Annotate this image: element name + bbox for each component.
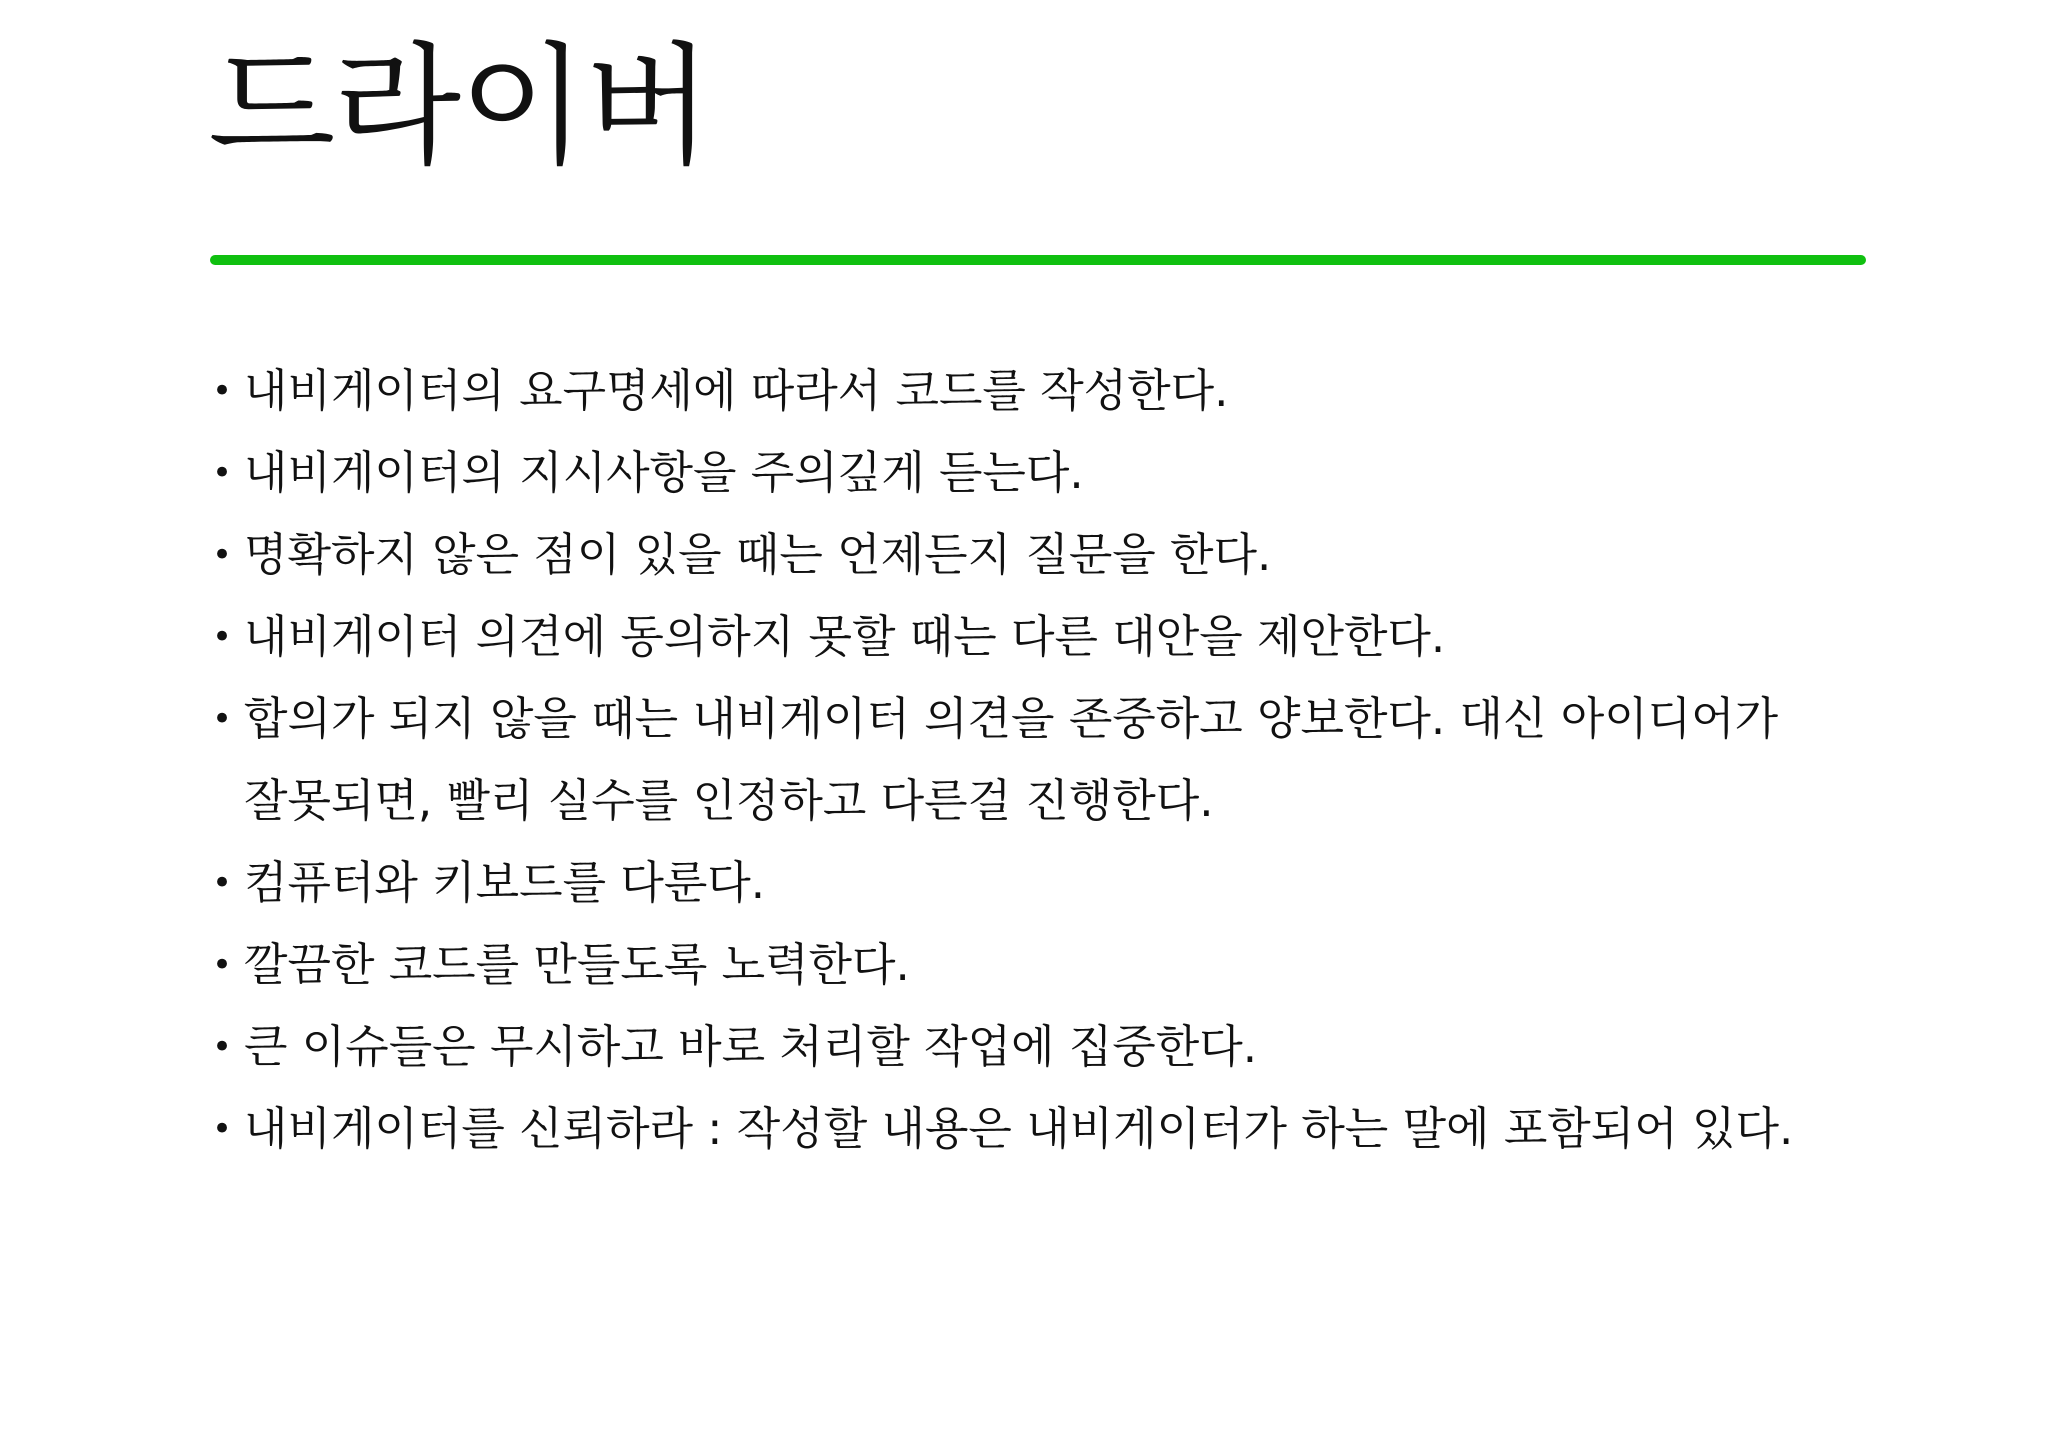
list-item-text: 큰 이슈들은 무시하고 바로 처리할 작업에 집중한다. (244, 1020, 1258, 1073)
list-item-text: 내비게이터 의견에 동의하지 못할 때는 다른 대안을 제안한다. (244, 610, 1446, 663)
list-item (210, 432, 1890, 514)
bullet-icon: • (211, 1109, 233, 1149)
list-item (210, 596, 1890, 678)
list-item (210, 514, 1890, 596)
list-item-text: 내비게이터의 요구명세에 따라서 코드를 작성한다. (244, 364, 1229, 417)
list-item (210, 350, 1890, 432)
list-item (210, 678, 1890, 842)
bullet-icon: • (211, 535, 233, 575)
bullet-icon: • (211, 617, 233, 657)
slide-title: 드라이버 (208, 30, 711, 184)
bullet-icon: • (211, 1027, 233, 1067)
bullet-icon: • (211, 453, 233, 493)
list-item-text: 명확하지 않은 점이 있을 때는 언제든지 질문을 한다. (244, 528, 1272, 581)
list-item (210, 924, 1890, 1006)
list-item-text: 내비게이터의 지시사항을 주의깊게 듣는다. (244, 446, 1084, 499)
list-item-text: 깔끔한 코드를 만들도록 노력한다. (244, 938, 910, 991)
bullet-icon: • (211, 863, 233, 903)
list-item-text: 내비게이터를 신뢰하라 : 작성할 내용은 내비게이터가 하는 말에 포함되어 있다. (244, 1102, 1794, 1155)
list-item (210, 1006, 1890, 1088)
list-item-text: 컴퓨터와 키보드를 다룬다. (244, 856, 766, 909)
bullet-list (210, 350, 1890, 1170)
list-item (210, 1088, 1890, 1170)
list-item (210, 842, 1890, 924)
bullet-icon: • (211, 699, 233, 739)
bullet-icon: • (211, 945, 233, 985)
list-item-text: 합의가 되지 않을 때는 내비게이터 의견을 존중하고 양보한다. 대신 아이디어가 잘못되면, 빨리 실수를 인정하고 다른걸 진행한다. (244, 692, 1779, 827)
bullet-icon: • (211, 371, 233, 411)
title-divider (210, 255, 1866, 265)
